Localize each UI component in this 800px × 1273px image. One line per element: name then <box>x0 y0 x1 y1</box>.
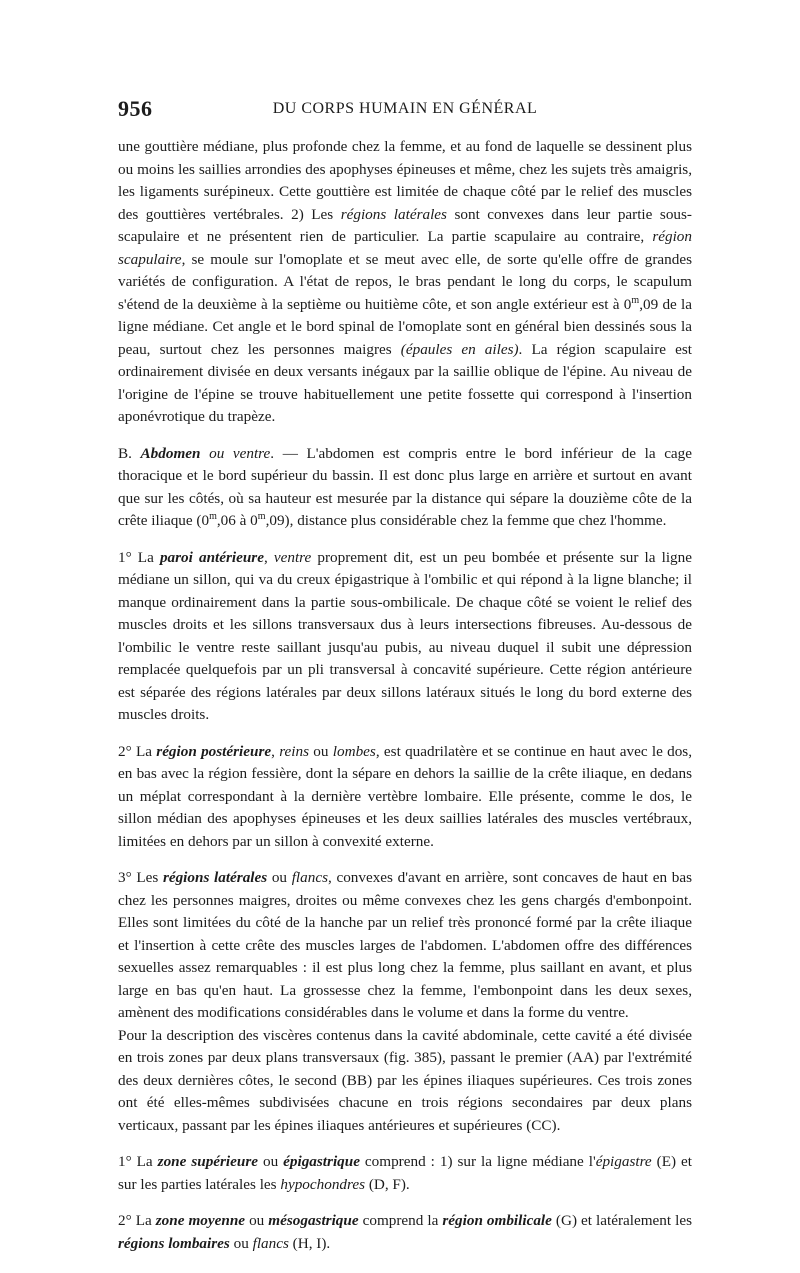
book-page <box>118 96 692 1255</box>
text-run: ou <box>229 1234 253 1252</box>
text-run: proprement dit, est un peu bombée et présente sur la ligne médiane un sillon, qui va du creux épigastrique à l'ombilic et qui répond à la ligne blanche; il manque ordinairement dans la partie sous-ombilicale. De chaque côté se voient le relief des muscles droits et les sillons transversaux dus à leurs intersections fibreuses. Au-dessous de l'ombilic le ventre reste saillant jusqu'au pubis, au niveau duquel il subit une dépression remplacée quelquefois par un pli transversal à concavité supérieure. Cette région antérieure est séparée des régions latérales par deux sillons latéraux situés le long du bord externe des muscles droits. <box>118 548 692 723</box>
unit-superscript: m <box>209 510 217 522</box>
bold-italic-term: zone supérieure <box>157 1153 258 1170</box>
page-number: 956 <box>118 96 153 121</box>
italic-term: régions latérales <box>340 205 447 223</box>
bold-italic-term: zone moyenne <box>155 1212 246 1229</box>
text-run: , convexes d'avant en arrière, sont concaves de haut en bas chez les personnes maigres, droites ou même convexes chez les gens chargés d'embonpoint. Elles sont limitées du côté de la hanche par un relief très prononcé formé par la crête iliaque et l'insertion à cette crête des muscles larges de l'abdomen. L'abdomen offre des différences sexuelles assez remarquables : il est plus long chez la femme, plus saillant en avant, et plus large en bas qu'en haut. La grossesse chez la femme, l'embonpoint dans les deux sexes, amènent des modifications considérables dans le volume et dans la forme du ventre. <box>118 869 692 1021</box>
italic-term: flancs <box>252 1234 289 1252</box>
italic-term: épigastre <box>595 1153 652 1170</box>
text-run: , <box>271 742 280 760</box>
paragraph-gap <box>118 533 692 547</box>
italic-term: ventre <box>273 548 312 566</box>
text-run: 1° La <box>118 548 160 566</box>
text-run: sont convexes dans leur partie sous-scapulaire et ne présentent rien de particulier. La partie scapulaire au contraire, <box>118 205 692 245</box>
text-run: 2° La <box>118 1212 156 1229</box>
text-run: , se moule sur l'omoplate et se meut avec elle, de sorte qu'elle offre de grandes variétés de configuration. A l'état de repos, le bras pendant le long du corps, le scapulum s'étend de la deuxième à la septième ou huitième côte, et son angle extérieur est à 0 <box>118 250 692 313</box>
text-run: comprend : 1) sur la ligne médiane l' <box>359 1153 596 1170</box>
italic-term: (épaules en ailes) <box>400 340 519 358</box>
paragraph-p7 <box>118 1151 692 1196</box>
paragraph-p5 <box>118 867 692 1025</box>
italic-term: reins <box>279 742 310 760</box>
bold-italic-term: Abdomen <box>140 444 201 462</box>
text-run: (D, F). <box>365 1175 410 1193</box>
running-title: DU CORPS HUMAIN EN GÉNÉRAL <box>272 100 538 117</box>
paragraph-gap <box>118 1137 692 1151</box>
text-run <box>200 445 209 462</box>
paragraph-p1 <box>118 136 692 429</box>
text-run: une gouttière médiane, plus profonde chez la femme, et au fond de laquelle se dessinent plus ou moins les saillies arrondies des apophyses épineuses et même, chez les sujets très amaigris, les ligaments surépineux. Cette gouttière est limitée de chaque côté par le relief des muscles des gouttières vertébrales. 2) Les <box>118 138 692 223</box>
text-run: (E) et sur les parties latérales les <box>118 1153 693 1193</box>
text-run: (G) et latéralement les <box>551 1212 692 1229</box>
bold-italic-term: régions latérales <box>162 869 268 886</box>
text-run: , est quadrilatère et se continue en haut avec le dos, en bas avec la région fessière, dont la sépare en dehors la saillie de la crête iliaque, en dedans un méplat correspondant à la dernière vertèbre lombaire. Elle présente, comme le dos, le sillon médian des apophyses épineuses et les deux saillies latérales des muscles vertébraux, limitées en dehors par un sillon à convexité externe. <box>118 742 693 850</box>
italic-term: ou ventre <box>209 444 271 462</box>
text-run: 3° Les <box>118 869 163 886</box>
paragraph-p3 <box>118 547 692 727</box>
text-run: , <box>263 548 274 566</box>
italic-term: hypochondres <box>280 1175 366 1193</box>
bold-italic-term: région postérieure <box>156 742 272 760</box>
text-run: ,09 de la ligne médiane. Cet angle et le bord spinal de l'omoplate sont en général bien dessinés sous la peau, surtout chez les personnes maigres <box>118 295 693 358</box>
text-run: ou <box>309 742 333 760</box>
paragraph-p6 <box>118 1025 692 1138</box>
page-header <box>118 96 692 132</box>
bold-italic-term: région ombilicale <box>442 1212 552 1229</box>
paragraph-p4 <box>118 741 692 854</box>
paragraph-p2 <box>118 443 692 533</box>
bold-italic-term: régions lombaires <box>118 1234 230 1252</box>
paragraph-gap <box>118 853 692 867</box>
paragraph-p8 <box>118 1210 692 1255</box>
text-run: (H, I). <box>288 1234 331 1252</box>
text-run: ou <box>245 1212 269 1229</box>
italic-term: flancs <box>291 869 328 886</box>
text-run: 1° La <box>118 1153 158 1170</box>
text-run: ,09), distance plus considérable chez la femme que chez l'homme. <box>265 512 667 529</box>
text-run: B. <box>118 444 141 462</box>
text-run: comprend la <box>358 1212 443 1229</box>
body-text <box>118 136 692 1255</box>
italic-term: lombes <box>332 742 376 760</box>
unit-superscript: m <box>631 294 640 306</box>
paragraph-gap <box>118 1196 692 1210</box>
text-run: Pour la description des viscères contenus dans la cavité abdominale, cette cavité a été divisée en trois zones par deux plans transversaux (fig. 385), passant le premier (AA) par l'extrémité des deux dernières côtes, le second (BB) par les épines iliaques supérieures. Ces trois zones ont été elles-mêmes subdivisées chacune en trois régions secondaires par deux plans verticaux, passant par les épines iliaques antérieures et supérieures (CC). <box>118 1026 692 1134</box>
unit-superscript: m <box>257 510 266 522</box>
text-run: . La région scapulaire est ordinairement divisée en deux versants inégaux par la saillie oblique de l'épine. Au niveau de l'origine de l'épine se trouve habituellement une petite fossette qui correspond à l'insertion aponévrotique du trapèze. <box>118 340 693 425</box>
italic-term: région scapulaire <box>118 228 692 268</box>
text-run: 2° La <box>118 742 157 760</box>
bold-italic-term: mésogastrique <box>268 1212 359 1229</box>
text-run: ,06 à 0 <box>216 512 258 529</box>
bold-italic-term: épigastrique <box>283 1153 360 1170</box>
text-run: . — L'abdomen est compris entre le bord inférieur de la cage thoracique et le bord supérieur du bassin. Il est donc plus large en arrière et surtout en avant que sur les côtés, où sa hauteur est mesurée par la distance qui sépare la douzième côte de la crête iliaque (0 <box>118 444 693 529</box>
paragraph-gap <box>118 727 692 741</box>
text-run: ou <box>267 869 292 886</box>
bold-italic-term: paroi antérieure <box>159 548 264 566</box>
text-run: ou <box>258 1153 284 1170</box>
paragraph-gap <box>118 429 692 443</box>
